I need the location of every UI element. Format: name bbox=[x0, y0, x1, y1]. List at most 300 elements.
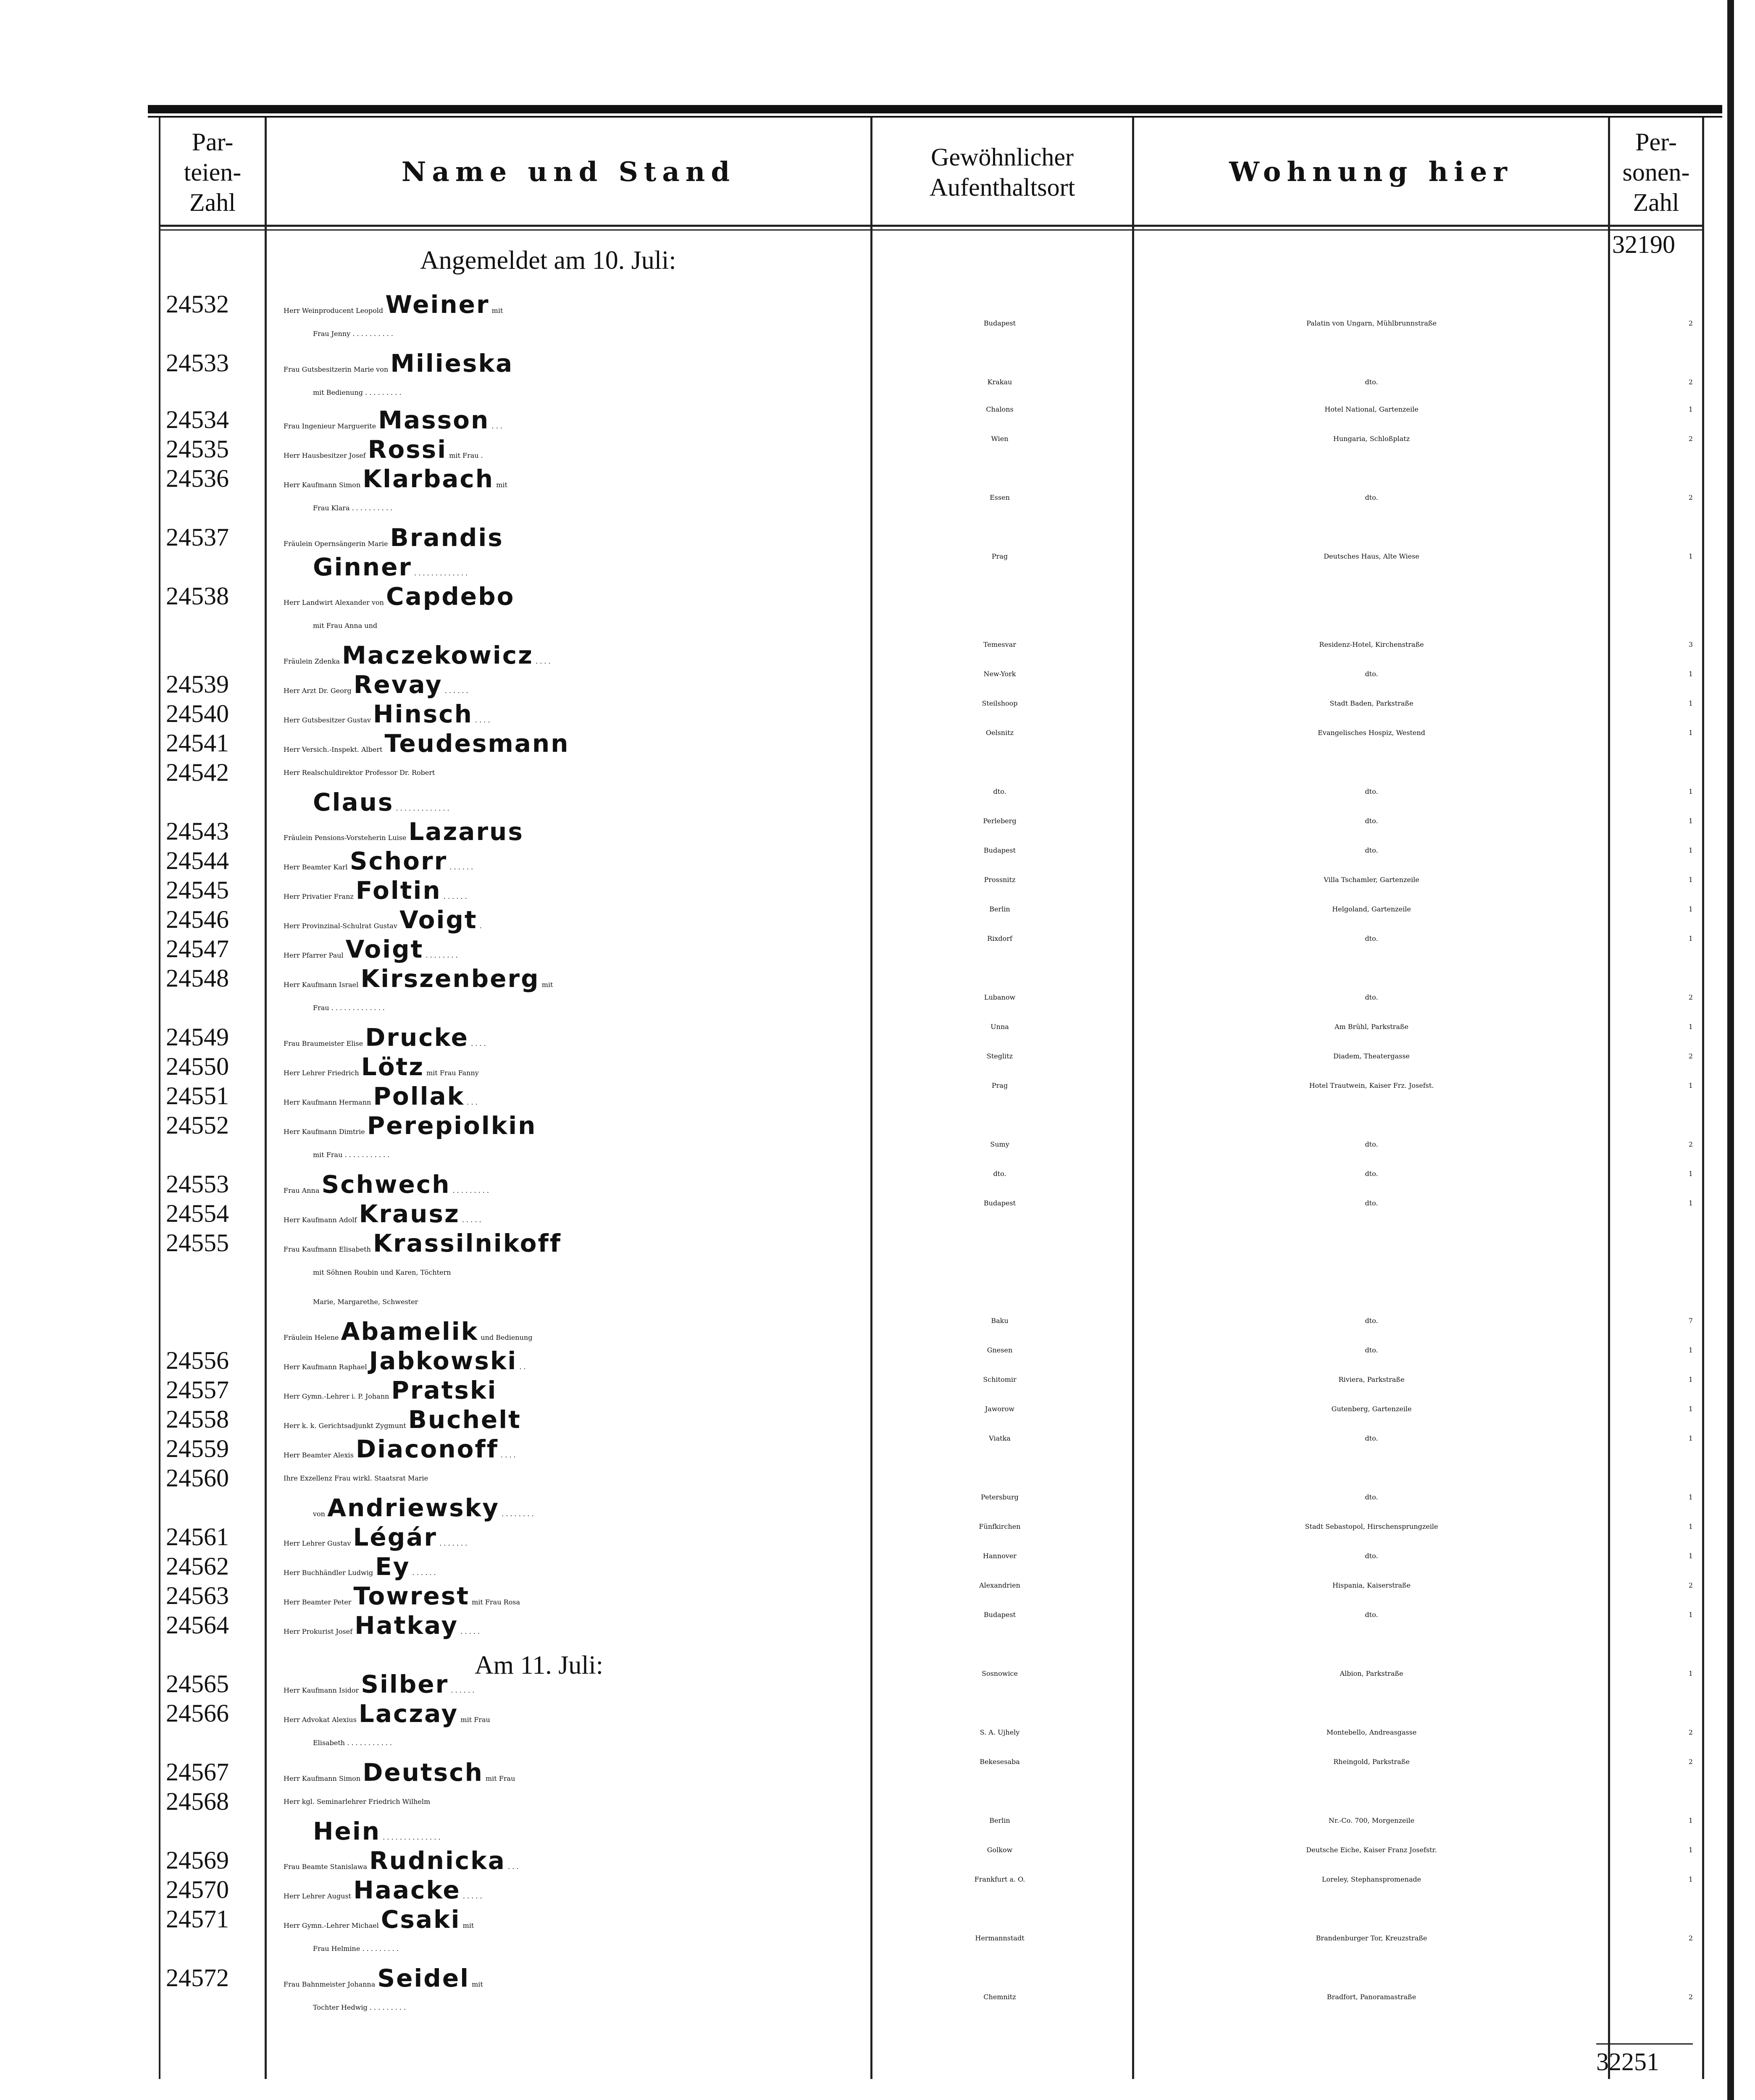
personen-zahl: 1 bbox=[1688, 670, 1693, 678]
entry-row bbox=[0, 1787, 1755, 1816]
entry-text: . . bbox=[517, 1363, 526, 1371]
entry-text: mit Söhnen Roubin und Karen, Töchtern bbox=[313, 1268, 451, 1276]
person-name: Seidel bbox=[377, 1964, 470, 1992]
person-name: Rudnicka bbox=[369, 1846, 506, 1875]
personen-zahl: 1 bbox=[1688, 1405, 1693, 1413]
entry-name-line bbox=[284, 1728, 888, 1758]
aufenthaltsort: Prossnitz bbox=[984, 876, 1016, 884]
aufenthaltsort: Frankfurt a. O. bbox=[974, 1875, 1025, 1883]
wohnung: Helgoland, Gartenzeile bbox=[1332, 905, 1411, 913]
entry-text: und Bedienung bbox=[478, 1334, 533, 1341]
entry-text: . . . . . . bbox=[410, 1569, 436, 1577]
aufenthaltsort: Gnesen bbox=[987, 1346, 1013, 1354]
wohnung: dto. bbox=[1365, 1552, 1378, 1560]
person-name: Abamelik bbox=[341, 1317, 479, 1346]
entry-text: . . . . . bbox=[458, 1628, 480, 1635]
entry-text: mit bbox=[470, 1980, 483, 1988]
wohnung: Deutsche Eiche, Kaiser Franz Josefstr. bbox=[1306, 1846, 1437, 1854]
partei-number: 24548 bbox=[166, 964, 229, 992]
header-bottom-rule bbox=[160, 225, 1702, 227]
wohnung: Hotel National, Gartenzeile bbox=[1324, 405, 1419, 413]
entry-text: Fräulein Helene bbox=[284, 1334, 341, 1341]
entry-row bbox=[0, 290, 1755, 319]
entry-text: Frau Ingenieur Marguerite bbox=[284, 422, 378, 430]
entry-text: Herr Beamter Alexis bbox=[284, 1451, 356, 1459]
entry-text: Herr Beamter Karl bbox=[284, 863, 350, 871]
personen-zahl: 2 bbox=[1688, 1758, 1693, 1766]
entry-text: mit Bedienung . . . . . . . . . bbox=[313, 388, 402, 396]
personen-zahl: 1 bbox=[1688, 934, 1693, 942]
entry-text: Herr Prokurist Josef bbox=[284, 1628, 355, 1635]
entry-text: Frau Beamte Stanislawa bbox=[284, 1863, 370, 1871]
entry-text: Herr Arzt Dr. Georg bbox=[284, 687, 354, 695]
person-name: Foltin bbox=[355, 876, 441, 905]
wohnung: Hungaria, Schloßplatz bbox=[1333, 435, 1410, 443]
aufenthaltsort: Sumy bbox=[990, 1140, 1009, 1148]
entry-row bbox=[0, 1964, 1755, 1993]
entry-text: Herr Buchhändler Ludwig bbox=[284, 1569, 376, 1577]
entry-row bbox=[0, 523, 1755, 552]
personen-zahl: 2 bbox=[1688, 1581, 1693, 1589]
partei-number: 24541 bbox=[166, 729, 229, 757]
aufenthaltsort: Alexandrien bbox=[979, 1581, 1020, 1589]
wohnung: dto. bbox=[1365, 1493, 1378, 1501]
wohnung: Stadt Sebastopol, Hirschensprungzeile bbox=[1305, 1522, 1438, 1530]
entry-text: Herr Kaufmann Raphael bbox=[284, 1363, 369, 1371]
aufenthaltsort: Baku bbox=[991, 1317, 1009, 1325]
entry-text: mit Frau bbox=[483, 1774, 515, 1782]
wohnung: Villa Tschamler, Gartenzeile bbox=[1324, 876, 1419, 884]
aufenthaltsort: Lubanow bbox=[984, 993, 1016, 1001]
partei-number: 24572 bbox=[166, 1964, 229, 1992]
wohnung: dto. bbox=[1365, 1170, 1378, 1178]
entry-text: Frau Anna bbox=[284, 1186, 322, 1194]
partei-number: 24550 bbox=[166, 1053, 229, 1080]
entry-text: . . . . bbox=[498, 1451, 516, 1459]
partei-number: 24532 bbox=[166, 290, 229, 318]
entry-text: Herr Kaufmann Dimtrie bbox=[284, 1128, 367, 1136]
entry-text: Fräulein Opernsängerin Marie bbox=[284, 540, 390, 548]
entry-text: Herr Weinproducent Leopold bbox=[284, 307, 386, 315]
entry-text: . . . . . . bbox=[442, 687, 468, 695]
wohnung: Deutsches Haus, Alte Wiese bbox=[1324, 552, 1419, 560]
personen-zahl: 1 bbox=[1688, 1552, 1693, 1560]
entry-text: . bbox=[477, 922, 482, 930]
person-name: Perepiolkin bbox=[367, 1111, 537, 1140]
entry-text: . . . . . . . bbox=[437, 1539, 468, 1547]
personen-zahl: 2 bbox=[1688, 1140, 1693, 1148]
person-name: Krassilnikoff bbox=[373, 1229, 562, 1257]
person-name: Deutsch bbox=[363, 1758, 483, 1787]
personen-zahl: 1 bbox=[1688, 876, 1693, 884]
person-name: Pratski bbox=[391, 1376, 497, 1404]
entry-text: Herr k. k. Gerichtsadjunkt Zygmunt bbox=[284, 1422, 408, 1430]
wohnung: dto. bbox=[1365, 1199, 1378, 1207]
entry-text: mit Frau . bbox=[447, 452, 483, 459]
personen-zahl: 2 bbox=[1688, 435, 1693, 443]
entry-text: mit Frau Rosa bbox=[470, 1598, 520, 1606]
entry-text: . . . . bbox=[469, 1040, 486, 1047]
wohnung: dto. bbox=[1365, 817, 1378, 825]
header-partei: Par- teien- Zahl bbox=[184, 128, 242, 216]
entry-text: Frau Jenny . . . . . . . . . . bbox=[313, 330, 393, 338]
aufenthaltsort: Budapest bbox=[983, 846, 1016, 854]
partei-number: 24546 bbox=[166, 906, 229, 933]
aufenthaltsort: Prag bbox=[991, 552, 1008, 560]
entry-text: . . . . . . . . bbox=[499, 1510, 534, 1518]
person-name: Milieska bbox=[390, 349, 514, 378]
entry-row bbox=[0, 758, 1755, 788]
entry-name-line bbox=[284, 1464, 859, 1493]
personen-zahl: 1 bbox=[1688, 1522, 1693, 1530]
entry-name-line bbox=[284, 319, 888, 349]
personen-zahl: 1 bbox=[1688, 1493, 1693, 1501]
entry-row bbox=[0, 1699, 1755, 1728]
aufenthaltsort: dto. bbox=[993, 1170, 1006, 1178]
aufenthaltsort: Sosnowice bbox=[982, 1670, 1018, 1677]
entry-text: . . . bbox=[465, 1098, 478, 1106]
carry-over-total: 32190 bbox=[1612, 231, 1675, 258]
partei-number: 24540 bbox=[166, 700, 229, 727]
entry-text: Ihre Exzellenz Frau wirkl. Staatsrat Marie bbox=[284, 1474, 428, 1482]
entry-text: Herr Kaufmann Simon bbox=[284, 1774, 363, 1782]
entry-text: Frau Helmine . . . . . . . . . bbox=[313, 1945, 399, 1953]
partei-number: 24553 bbox=[166, 1170, 229, 1198]
table-top-rule-thin bbox=[148, 116, 1722, 118]
wohnung: Residenz-Hotel, Kirchenstraße bbox=[1319, 640, 1424, 648]
personen-zahl: 2 bbox=[1688, 378, 1693, 386]
entry-row bbox=[0, 1905, 1755, 1934]
entry-text: . . . . . . . . . bbox=[450, 1186, 489, 1194]
aufenthaltsort: Berlin bbox=[989, 905, 1010, 913]
wohnung: dto. bbox=[1365, 934, 1378, 942]
entry-text: Herr Provinzinal-Schulrat Gustav bbox=[284, 922, 399, 930]
entry-text: Herr Versich.-Inspekt. Albert bbox=[284, 746, 385, 753]
entry-name-line bbox=[284, 1258, 888, 1287]
personen-zahl: 2 bbox=[1688, 993, 1693, 1001]
header-wohnung: Wohnung hier bbox=[1229, 156, 1513, 188]
personen-zahl: 2 bbox=[1688, 1934, 1693, 1942]
partei-number: 24566 bbox=[166, 1699, 229, 1727]
partei-number: 24543 bbox=[166, 817, 229, 845]
partei-number: 24537 bbox=[166, 523, 229, 551]
partei-number: 24551 bbox=[166, 1082, 229, 1110]
entry-text: Herr Lehrer Gustav bbox=[284, 1539, 353, 1547]
section-date-10-juli: Angemeldet am 10. Juli: bbox=[420, 246, 676, 275]
personen-zahl: 7 bbox=[1688, 1317, 1693, 1325]
entry-text: Herr Gymn.-Lehrer i. P. Johann bbox=[284, 1392, 391, 1400]
person-name: Revay bbox=[353, 670, 443, 699]
person-name: Schwech bbox=[321, 1170, 451, 1199]
partei-number: 24535 bbox=[166, 435, 229, 463]
personen-zahl: 1 bbox=[1688, 405, 1693, 413]
entry-text: mit bbox=[460, 1922, 474, 1929]
partei-number: 24547 bbox=[166, 935, 229, 963]
entry-text: Herr Gymn.-Lehrer Michael bbox=[284, 1922, 381, 1929]
person-name: Hein bbox=[313, 1817, 381, 1845]
aufenthaltsort: Viatka bbox=[989, 1434, 1011, 1442]
personen-zahl: 1 bbox=[1688, 1434, 1693, 1442]
entry-name-line bbox=[284, 993, 888, 1023]
person-name: Ginner bbox=[313, 553, 412, 581]
partei-number: 24563 bbox=[166, 1582, 229, 1609]
entry-name-line bbox=[284, 1287, 888, 1317]
entry-text: Herr Gutsbesitzer Gustav bbox=[284, 716, 373, 724]
entry-row bbox=[0, 1228, 1755, 1258]
partei-number: 24568 bbox=[166, 1788, 229, 1815]
wohnung: dto. bbox=[1365, 494, 1378, 501]
wohnung: Rheingold, Parkstraße bbox=[1333, 1758, 1410, 1766]
partei-number: 24536 bbox=[166, 465, 229, 492]
entry-text: Frau Klara . . . . . . . . . . bbox=[313, 504, 393, 512]
entry-text: Fräulein Pensions-Vorsteherin Luise bbox=[284, 834, 409, 842]
aufenthaltsort: Budapest bbox=[983, 1199, 1016, 1207]
aufenthaltsort: Steilshoop bbox=[982, 699, 1018, 707]
entry-text: Frau Braumeister Elise bbox=[284, 1040, 365, 1047]
entry-text: . . . . . . . . . . . . . bbox=[394, 804, 449, 812]
aufenthaltsort: Hermannstadt bbox=[975, 1934, 1025, 1942]
person-name: Krausz bbox=[359, 1200, 460, 1228]
personen-zahl: 2 bbox=[1688, 1728, 1693, 1736]
entry-text: . . . . . . . . . . . . . . bbox=[381, 1833, 441, 1841]
entry-text: Frau Bahnmeister Johanna bbox=[284, 1980, 378, 1988]
final-total: 32251 bbox=[1596, 2048, 1659, 2076]
person-name: Ey bbox=[375, 1552, 410, 1581]
personen-zahl: 1 bbox=[1688, 1611, 1693, 1619]
personen-zahl: 3 bbox=[1688, 640, 1693, 648]
entry-text: . . . . . . bbox=[447, 863, 473, 871]
wohnung: Am Brühl, Parkstraße bbox=[1334, 1023, 1409, 1031]
partei-number: 24538 bbox=[166, 582, 229, 610]
entry-name-line bbox=[284, 1934, 888, 1964]
entry-text: Herr Landwirt Alexander von bbox=[284, 598, 386, 606]
wohnung: dto. bbox=[1365, 993, 1378, 1001]
entry-text: Herr Kaufmann Hermann bbox=[284, 1098, 373, 1106]
person-name: Buchelt bbox=[408, 1405, 521, 1434]
partei-number: 24556 bbox=[166, 1347, 229, 1374]
aufenthaltsort: Schitomir bbox=[983, 1376, 1017, 1383]
entry-text: Herr Kaufmann Isidor bbox=[284, 1686, 361, 1694]
aufenthaltsort: Perleberg bbox=[983, 817, 1017, 825]
header-personen: Per- sonen- Zahl bbox=[1622, 128, 1690, 216]
wohnung: Montebello, Andreasgasse bbox=[1326, 1728, 1417, 1736]
personen-zahl: 1 bbox=[1688, 1199, 1693, 1207]
partei-number: 24571 bbox=[166, 1905, 229, 1933]
person-name: Towrest bbox=[353, 1582, 470, 1610]
entry-text: Herr Lehrer Friedrich bbox=[284, 1069, 361, 1077]
header-ort: Gewöhnlicher Aufenthaltsort bbox=[929, 143, 1075, 201]
entry-text: Herr Privatier Franz bbox=[284, 892, 356, 900]
partei-number: 24554 bbox=[166, 1200, 229, 1227]
wohnung: Stadt Baden, Parkstraße bbox=[1329, 699, 1413, 707]
entry-row bbox=[0, 1111, 1755, 1140]
person-name: Voigt bbox=[345, 935, 424, 963]
entry-row bbox=[0, 1464, 1755, 1493]
wohnung: Bradfort, Panoramastraße bbox=[1327, 1993, 1416, 2001]
entry-name-line bbox=[284, 1611, 859, 1646]
entry-name-line bbox=[284, 1140, 888, 1170]
entry-text: Herr Advokat Alexius bbox=[284, 1716, 359, 1724]
person-name: Silber bbox=[361, 1670, 449, 1698]
partei-number: 24542 bbox=[166, 759, 229, 786]
aufenthaltsort: Temesvar bbox=[983, 640, 1016, 648]
personen-zahl: 2 bbox=[1688, 1993, 1693, 2001]
wohnung: Brandenburger Tor, Kreuzstraße bbox=[1316, 1934, 1427, 1942]
aufenthaltsort: Krakau bbox=[987, 378, 1012, 386]
entry-text: . . . . . . bbox=[449, 1686, 475, 1694]
entry-text: mit bbox=[494, 481, 507, 489]
aufenthaltsort: Oelsnitz bbox=[985, 729, 1014, 737]
entry-text: von bbox=[313, 1510, 328, 1518]
partei-number: 24561 bbox=[166, 1523, 229, 1551]
entry-text: Herr Beamter Peter bbox=[284, 1598, 354, 1606]
personen-zahl: 2 bbox=[1688, 1052, 1693, 1060]
person-name: Teudesmann bbox=[384, 729, 570, 758]
entry-text: Frau . . . . . . . . . . . . . bbox=[313, 1004, 385, 1012]
wohnung: dto. bbox=[1365, 1140, 1378, 1148]
partei-number: 24564 bbox=[166, 1611, 229, 1639]
entry-text: mit Frau bbox=[458, 1716, 490, 1724]
entry-text: Fräulein Zdenka bbox=[284, 657, 342, 665]
aufenthaltsort: Hannover bbox=[983, 1552, 1017, 1560]
person-name: Weiner bbox=[385, 290, 490, 319]
entry-name-line bbox=[284, 1787, 859, 1816]
aufenthaltsort: S. A. Ujhely bbox=[980, 1728, 1020, 1736]
wohnung: dto. bbox=[1365, 788, 1378, 795]
personen-zahl: 1 bbox=[1688, 846, 1693, 854]
entry-name-line bbox=[284, 758, 859, 788]
partei-number: 24557 bbox=[166, 1376, 229, 1404]
entry-text: mit Frau . . . . . . . . . . . bbox=[313, 1151, 390, 1159]
person-name: Hinsch bbox=[373, 700, 473, 728]
aufenthaltsort: dto. bbox=[993, 788, 1006, 795]
entry-text: mit bbox=[539, 981, 553, 989]
aufenthaltsort: Steglitz bbox=[986, 1052, 1013, 1060]
partei-number: 24567 bbox=[166, 1758, 229, 1786]
entry-text: mit bbox=[489, 307, 503, 315]
total-rule bbox=[1596, 2043, 1693, 2045]
entry-text: Tochter Hedwig . . . . . . . . . bbox=[313, 2003, 406, 2011]
section-date-11-juli: Am 11. Juli: bbox=[475, 1651, 604, 1680]
personen-zahl: 1 bbox=[1688, 1846, 1693, 1854]
person-name: Klarbach bbox=[363, 465, 494, 493]
aufenthaltsort: Chemnitz bbox=[983, 1993, 1016, 2001]
person-name: Haacke bbox=[353, 1876, 461, 1904]
aufenthaltsort: Budapest bbox=[983, 319, 1016, 327]
wohnung: dto. bbox=[1365, 1317, 1378, 1325]
aufenthaltsort: Budapest bbox=[983, 1611, 1016, 1619]
person-name: Diaconoff bbox=[355, 1435, 499, 1463]
aufenthaltsort: Jaworow bbox=[985, 1405, 1015, 1413]
entry-text: . . . bbox=[489, 422, 502, 430]
wohnung: Albion, Parkstraße bbox=[1340, 1670, 1403, 1677]
aufenthaltsort: Petersburg bbox=[981, 1493, 1019, 1501]
entry-text: mit Frau Fanny bbox=[424, 1069, 479, 1077]
wohnung: Riviera, Parkstraße bbox=[1338, 1376, 1405, 1383]
aufenthaltsort: Essen bbox=[990, 494, 1010, 501]
personen-zahl: 1 bbox=[1688, 817, 1693, 825]
entry-row bbox=[0, 964, 1755, 993]
person-name: Légár bbox=[353, 1523, 438, 1551]
entry-text: Elisabeth . . . . . . . . . . . bbox=[313, 1739, 392, 1747]
entry-name-line bbox=[284, 1993, 888, 2022]
partei-number: 24544 bbox=[166, 847, 229, 874]
entry-text: . . . . . . bbox=[441, 892, 467, 900]
wohnung: dto. bbox=[1365, 846, 1378, 854]
partei-number: 24558 bbox=[166, 1405, 229, 1433]
entry-name-line bbox=[284, 378, 888, 407]
entry-text: . . . . bbox=[533, 657, 551, 665]
entry-name-line bbox=[284, 494, 888, 523]
entry-row bbox=[0, 464, 1755, 494]
partei-number: 24559 bbox=[166, 1435, 229, 1462]
entry-row bbox=[0, 349, 1755, 378]
entry-text: Herr Pfarrer Paul bbox=[284, 951, 346, 959]
person-name: Brandis bbox=[390, 523, 504, 552]
aufenthaltsort: New-York bbox=[983, 670, 1016, 678]
person-name: Lötz bbox=[361, 1053, 425, 1081]
aufenthaltsort: Berlin bbox=[989, 1816, 1010, 1824]
entry-text: Herr Lehrer August bbox=[284, 1892, 354, 1900]
entry-text: mit Frau Anna und bbox=[313, 622, 378, 630]
person-name: Kirszenberg bbox=[360, 964, 540, 993]
partei-number: 24569 bbox=[166, 1846, 229, 1874]
person-name: Maczekowicz bbox=[342, 641, 533, 669]
personen-zahl: 2 bbox=[1688, 494, 1693, 501]
entry-text: . . . . . bbox=[460, 1216, 481, 1224]
partei-number: 24560 bbox=[166, 1464, 229, 1492]
person-name: Laczay bbox=[358, 1699, 459, 1728]
wohnung: Loreley, Stephanspromenade bbox=[1322, 1875, 1421, 1883]
personen-zahl: 1 bbox=[1688, 788, 1693, 795]
header-bottom-rule-thin bbox=[160, 229, 1702, 231]
aufenthaltsort: Prag bbox=[991, 1082, 1008, 1089]
person-name: Schorr bbox=[349, 847, 448, 875]
personen-zahl: 1 bbox=[1688, 729, 1693, 737]
entry-text: Herr Hausbesitzer Josef bbox=[284, 452, 368, 459]
wohnung: dto. bbox=[1365, 1434, 1378, 1442]
wohnung: dto. bbox=[1365, 1611, 1378, 1619]
wohnung: dto. bbox=[1365, 670, 1378, 678]
partei-number: 24549 bbox=[166, 1023, 229, 1051]
entry-text: Herr kgl. Seminarlehrer Friedrich Wilhelm bbox=[284, 1798, 431, 1806]
aufenthaltsort: Rixdorf bbox=[987, 934, 1012, 942]
entry-text: . . . . . . . . . . . . . bbox=[412, 569, 468, 577]
entry-text: . . . bbox=[505, 1863, 519, 1871]
person-name: Pollak bbox=[373, 1082, 465, 1110]
entry-text: Herr Realschuldirektor Professor Dr. Robert bbox=[284, 769, 435, 777]
personen-zahl: 1 bbox=[1688, 1670, 1693, 1677]
entry-text: . . . . . . . . bbox=[423, 951, 458, 959]
personen-zahl: 1 bbox=[1688, 1023, 1693, 1031]
entry-row bbox=[0, 582, 1755, 611]
aufenthaltsort: Unna bbox=[990, 1023, 1009, 1031]
entry-text: Frau Gutsbesitzerin Marie von bbox=[284, 365, 391, 373]
entry-text: Frau Kaufmann Elisabeth bbox=[284, 1245, 373, 1253]
personen-zahl: 1 bbox=[1688, 1875, 1693, 1883]
personen-zahl: 1 bbox=[1688, 699, 1693, 707]
table-top-rule bbox=[148, 105, 1722, 113]
person-name: Drucke bbox=[365, 1023, 469, 1052]
wohnung: Diadem, Theatergasse bbox=[1333, 1052, 1410, 1060]
personen-zahl: 1 bbox=[1688, 905, 1693, 913]
wohnung: Nr.-Co. 700, Morgenzeile bbox=[1328, 1816, 1415, 1824]
wohnung: dto. bbox=[1365, 378, 1378, 386]
entry-text: Herr Kaufmann Simon bbox=[284, 481, 363, 489]
entry-text: Herr Kaufmann Israel bbox=[284, 981, 361, 989]
wohnung: Gutenberg, Gartenzeile bbox=[1331, 1405, 1412, 1413]
person-name: Masson bbox=[378, 406, 490, 434]
